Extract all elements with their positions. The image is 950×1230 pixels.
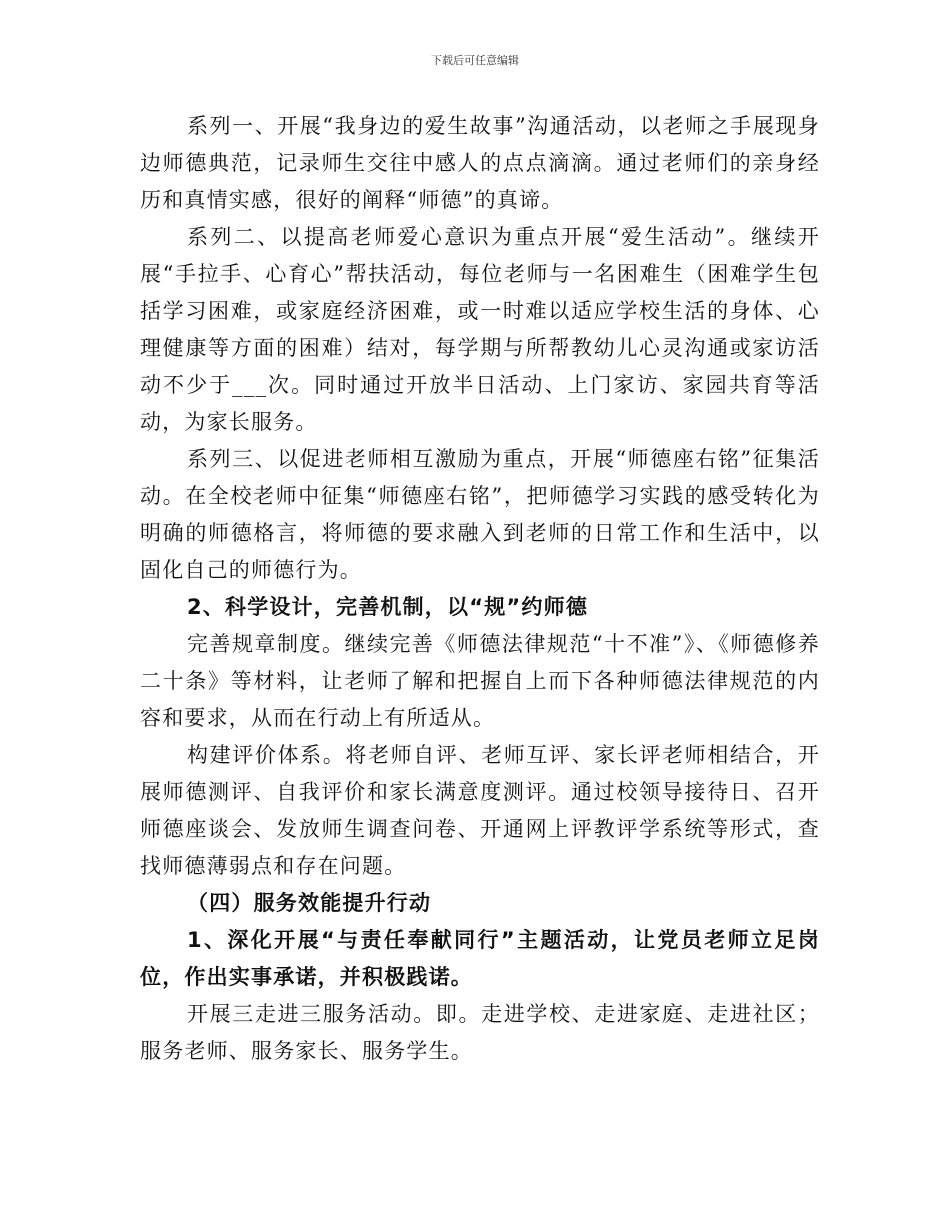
paragraph-series-two: 系列二、以提高老师爱心意识为重点开展“爱生活动”。继续开展“手拉手、心育心”帮扶活动，每位老师与一名困难生（困难学生包括学习困难，或家庭经济困难，或一时难以适应学校生活的身体、心理健康等方面的困难）结对，每学期与所帮教幼儿心灵沟通或家访活动不少于___次。同时通过开放半日活动、上门家访、家园共育等活动，为家长服务。: [140, 225, 820, 434]
paragraph-rules: 完善规章制度。继续完善《师德法律规范“十不准”》、《师德修养二十条》等材料，让老师了解和把握自上而下各种师德法律规范的内容和要求，从而在行动上有所适从。: [140, 632, 820, 730]
paragraph-three-services: 开展三走进三服务活动。即。走进学校、走进家庭、走进社区；服务老师、服务家长、服务学生。: [140, 1002, 820, 1063]
document-body: [140, 108, 820, 1070]
paragraph-series-one: 系列一、开展“我身边的爱生故事”沟通活动，以老师之手展现身边师德典范，记录师生交往中感人的点点滴滴。通过老师们的亲身经历和真情实感，很好的阐释“师德”的真谛。: [140, 114, 820, 212]
paragraph-series-three: 系列三、以促进老师相互激励为重点，开展“师德座右铭”征集活动。在全校老师中征集“师德座右铭”，把师德学习实践的感受转化为明确的师德格言，将师德的要求融入到老师的日常工作和生活中，以固化自己的师德行为。: [140, 447, 820, 582]
page-header: 下载后可任意编辑: [431, 54, 519, 67]
section-heading-1: 1、深化开展“与责任奉献同行”主题活动，让党员老师立足岗位，作出实事承诺，并积极践诺。: [140, 928, 820, 989]
section-heading-four: （四）服务效能提升行动: [187, 891, 432, 915]
paragraph-evaluation: 构建评价体系。将老师自评、老师互评、家长评老师相结合，开展师德测评、自我评价和家长满意度测评。通过校领导接待日、召开师德座谈会、发放师生调查问卷、开通网上评教评学系统等形式，查找师德薄弱点和存在问题。: [140, 743, 820, 878]
section-heading-2: 2、科学设计，完善机制，以“规”约师德: [187, 595, 589, 619]
